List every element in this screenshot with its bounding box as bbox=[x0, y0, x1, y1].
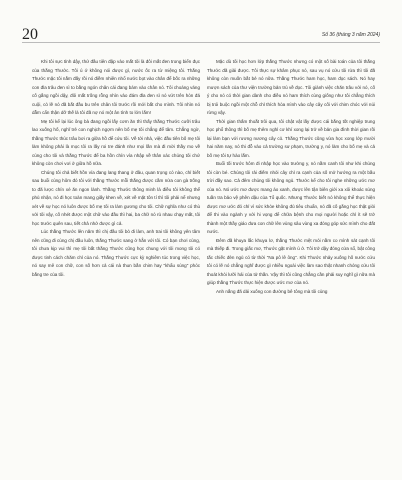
paragraph: Chúng tôi chả biết hồn vía đang lang thang ở đâu, quan trọng có nào, chỉ biết sau buổi cúng hôm đó tôi với thằng Thước mỗi thằng được cầm nửa con gà trống to đã lược chín xé ăn ngon lành. Thằng Thước thông minh là điều tôi không thể phủ nhận, nó đi học toàn mang giấy khen về, xét về mặt tôn tí thì tôi phải nể nhưng xét về sự học nó luôn được bố mẹ tôi ra làm gương cho tôi. Chữ nghĩa như có thù với tôi vậy, cố nhét được một chữ vào đầu thì hai, ba chữ nó rủ nhau chạy mất, tôi học trước quên sau, tiết chả nhớ được gì cả. bbox=[32, 169, 200, 226]
paragraph: Mặc dù tôi học hơn lớp thằng Thước nhưng có một số bài toán của tôi thằng Thước đã giải được. Tôi thực sự khâm phục nó, sau vụ nó cứu tôi rửa thì tôi đã không còn muốn bắt bẻ nó nữa. Thằng Thước ham học, ham đọc sách. Nó hay mượn sách của thư viện trường bản trú về đọc. Tôi giành việc chăn trâu với nó, cố ý cho nó có thời gian dành cho điều nó ham thích cùng giống như tôi chẳng thích bị trói buộc ngồi một chỗ chỉ thích hòa mình vào cây cây cối với chim chóc với núi rừng vậy. bbox=[207, 59, 375, 115]
right-column bbox=[207, 58, 375, 466]
paragraph: Đêm đã khuya lắc khuya lơ, thằng Thước mệt mỏi nằm co mình sát cạnh tôi mà thiếp đi. Trong giấc mơ, Thước gặt mình ú ớ. Tôi trở dậy đóng cửa sổ, bật công tắc chiếc đèn ngủ có từ thời "Na pô lê ông". Khi Thước nhảy xuống hố nước cứu tôi có lẽ nó chẳng nghĩ được gì nhiều ngoài việc làm sao thật nhanh chóng cứu tôi thoát khỏi lưỡi hái của tử thần. Vậy thì tôi cũng chẳng cần phải suy nghĩ gì nữa mà giúp thằng Thước thực hiện được ước mơ của nó. bbox=[207, 237, 375, 285]
paragraph: Lúc thằng Thước lên năm thì chị đầu tôi bỏ đi làm, anh trai tôi không yên tâm nên cũng đi cùng chị đầu luôn, thằng Thước sang ở hẳn với tôi. Có bạn chơi cùng, tôi chưa kịp vui thì mẹ tôi bắt thằng Thước cũng học chung với tôi mong tôi có được tinh cách chăm chỉ của nó. Thằng Thước cực kỳ nghiêm túc trong việc học, nó say mê con chữ, con số hơn cả cái nà thun bắn chim hay "khẩu súng" phóc bằng tre của tôi. bbox=[32, 229, 200, 277]
left-column bbox=[32, 58, 200, 466]
paragraph: Khi tôi sực tỉnh dậy, thứ đầu tiên đập vào mắt tôi là đôi mắt đen trong biển đục của thằng Thước. Tôi ú ớ không nói được gì, nước ốc ra từ miệng tôi. Thằng Thước mặc tôi nằm đấy rồi nó điềm nhiên nhổ nước bọt vào chân để bốc ra những con đỉa trâu đen sì to bằng ngón chân cái đang bám vào chân nó. Tôi choáng váng cố gắng ngồi dậy, đôi mắt trống rỗng nhìn vào đám đỉa đen sì nó vứt trên hòn đá cuội, cỏ lẽ nó đã bắt đầu bu trên chân tôi trước rồi mới bắt cho mình. Tôi nhìn nó dẫm cẩn thận dỡ thế là tôi đã nợ nó một ân tình to lớn lắm! bbox=[32, 59, 200, 115]
header-divider bbox=[22, 42, 380, 43]
paragraph: Thời gian thấm thoắt trôi qua, tôi chật vật lấy được cái bằng tốt nghiệp trung học phổ thông thì bố mẹ thêm nghỉ cơ khí xong lại trở về bản gia đình thời gian rồi lại làm bạn với rương nương cây cỏ. Thằng Thước cũng vừa học xong lớp mười hai năm nay, nó thi đỗ vào cả trường sư phạm, trường y, nó làm cho bố mẹ và cả bố mẹ tôi tự hào lắm. bbox=[207, 118, 375, 158]
paragraph: Mẹ tôi kể lại lúc ông bà đang ngồi lấy cơm ăn thì thấy thằng Thước cưỡi trâu lao xuống hố, nghĩ trẻ con nghịch ngợm nên bố mẹ tôi chẳng để tâm. Chẳng ngờ, thằng Thước thúc trâu bơi ra giữa hồ để cứu tôi. Về tới nhà, việc đầu tiên bố mẹ tôi làm không phải là mọc tôi ra lấy roi tre đánh như mọi lần mà đi mời thầy mo về cúng cho tôi và thằng Thước để ba hồn chín vía nhập về thân xác chúng tôi chứ không còn chơi vơi ở giữa hồ nữa. bbox=[32, 118, 200, 166]
page-number: 20 bbox=[22, 26, 38, 43]
issue-label: Số 36 (tháng 3 năm 2024) bbox=[321, 32, 380, 38]
paragraph: Anh nắng đã dải xuống con đường bê tông mà tôi cùng bbox=[216, 288, 328, 294]
paragraph: Buổi tối trước hôm đi nhập học vào trường y, nó nằm canh tôi như khi chúng tôi còn bé. Chúng tôi rải điếm nhỏi cây chỉ ra cạnh của số mở hướng ra một bầu trời đầy sao. Cả đêm chúng tôi không ngủ. Thước kể cho tôi nghe những ước mơ của nó. Nó ước mơ được mang áo xanh, được lên tận biên giới xa xôi khoác súng tuần tra bảo vệ phên dậu của Tổ quốc. Nhưng Thước biết nó không thể thực hiện được mơ ước đó chỉ vì sức khỏe không đủ tiêu chuẩn, nó đã cố gắng học thật giỏi để thi vào ngành y với hi vọng để chữa bệnh cho mọi người hoặc chỉ ít sẽ trở thành một thầy giáo đưa con chữ lên vùng sâu vùng xa đóng góp sức mình cho đất nước. bbox=[207, 161, 375, 234]
